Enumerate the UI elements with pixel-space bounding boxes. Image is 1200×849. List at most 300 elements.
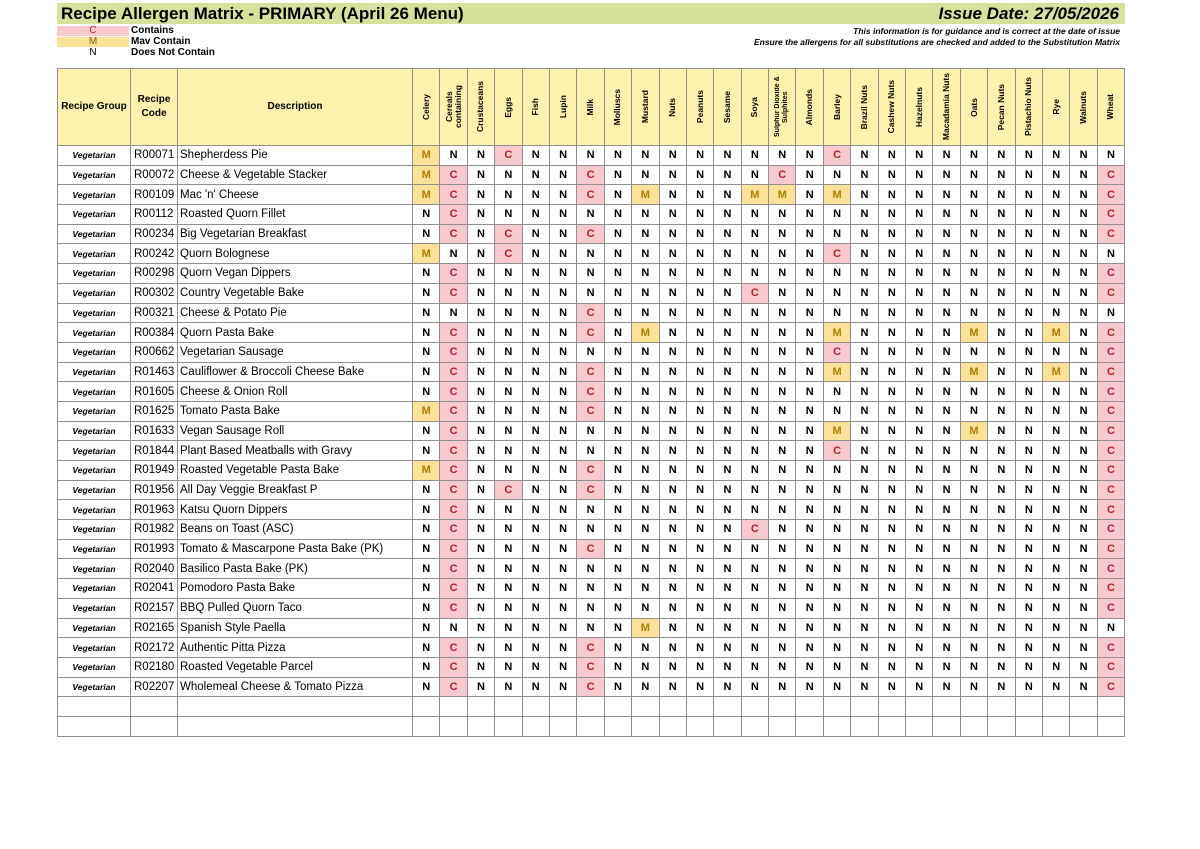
allergen-value-cell: C bbox=[577, 677, 604, 697]
allergen-value-cell: C bbox=[1097, 205, 1124, 225]
allergen-value-cell: N bbox=[796, 520, 823, 540]
allergen-value-cell: N bbox=[1042, 185, 1069, 205]
allergen-value-cell: N bbox=[686, 618, 713, 638]
allergen-value-cell: N bbox=[413, 559, 440, 579]
allergen-value-cell: N bbox=[960, 224, 987, 244]
empty-cell bbox=[823, 716, 850, 736]
allergen-value-cell: N bbox=[632, 146, 659, 166]
allergen-value-cell: N bbox=[1015, 382, 1042, 402]
allergen-value-cell: N bbox=[549, 539, 576, 559]
allergen-value-cell: N bbox=[467, 382, 494, 402]
allergen-value-cell: C bbox=[577, 539, 604, 559]
empty-cell bbox=[1070, 716, 1097, 736]
allergen-value-cell: N bbox=[522, 657, 549, 677]
empty-cell bbox=[467, 716, 494, 736]
allergen-value-cell: C bbox=[1097, 264, 1124, 284]
allergen-value-cell: M bbox=[632, 618, 659, 638]
allergen-value-cell: N bbox=[878, 185, 905, 205]
allergen-value-cell: N bbox=[522, 323, 549, 343]
allergen-value-cell: M bbox=[413, 185, 440, 205]
allergen-value-cell: N bbox=[878, 303, 905, 323]
allergen-value-cell: N bbox=[686, 165, 713, 185]
allergen-value-cell: N bbox=[878, 480, 905, 500]
allergen-value-cell: C bbox=[440, 598, 467, 618]
recipe-group-cell: Vegetarian bbox=[58, 520, 131, 540]
allergen-value-cell: C bbox=[741, 520, 768, 540]
col-header-allergen bbox=[467, 69, 494, 146]
allergen-value-cell: N bbox=[686, 224, 713, 244]
allergen-value-cell: N bbox=[769, 283, 796, 303]
empty-cell bbox=[714, 697, 741, 717]
allergen-value-cell: N bbox=[413, 264, 440, 284]
allergen-value-cell: C bbox=[577, 461, 604, 481]
note-line: This information is for guidance and is correct at the date of issue bbox=[853, 26, 1120, 36]
empty-cell bbox=[796, 697, 823, 717]
allergen-value-cell: N bbox=[741, 441, 768, 461]
empty-cell bbox=[131, 716, 178, 736]
allergen-value-cell: N bbox=[878, 461, 905, 481]
allergen-value-cell: C bbox=[577, 323, 604, 343]
allergen-value-cell: N bbox=[823, 539, 850, 559]
allergen-value-cell: N bbox=[686, 382, 713, 402]
allergen-value-cell: N bbox=[933, 224, 960, 244]
allergen-value-cell: N bbox=[741, 677, 768, 697]
allergen-value-cell: C bbox=[1097, 382, 1124, 402]
allergen-label: Peanuts bbox=[694, 90, 705, 124]
recipe-group-cell: Vegetarian bbox=[58, 283, 131, 303]
allergen-value-cell: N bbox=[686, 441, 713, 461]
allergen-value-cell: C bbox=[440, 500, 467, 520]
empty-cell bbox=[58, 716, 131, 736]
allergen-value-cell: N bbox=[878, 677, 905, 697]
allergen-value-cell: N bbox=[604, 185, 631, 205]
allergen-value-cell: N bbox=[440, 146, 467, 166]
allergen-value-cell: N bbox=[577, 500, 604, 520]
allergen-value-cell: N bbox=[549, 520, 576, 540]
allergen-value-cell: N bbox=[933, 500, 960, 520]
allergen-value-cell: N bbox=[851, 441, 878, 461]
recipe-code-cell: R02165 bbox=[131, 618, 178, 638]
allergen-value-cell: C bbox=[1097, 638, 1124, 658]
recipe-code-cell: R00072 bbox=[131, 165, 178, 185]
allergen-value-cell: N bbox=[467, 165, 494, 185]
allergen-value-cell: N bbox=[632, 205, 659, 225]
allergen-value-cell: N bbox=[714, 520, 741, 540]
allergen-value-cell: C bbox=[1097, 461, 1124, 481]
allergen-value-cell: N bbox=[714, 441, 741, 461]
table-row bbox=[58, 244, 1125, 264]
allergen-value-cell: N bbox=[632, 224, 659, 244]
allergen-value-cell: M bbox=[413, 244, 440, 264]
allergen-value-cell: N bbox=[960, 539, 987, 559]
allergen-value-cell: N bbox=[659, 677, 686, 697]
allergen-value-cell: N bbox=[659, 224, 686, 244]
recipe-description-cell: Spanish Style Paella bbox=[178, 618, 413, 638]
allergen-value-cell: C bbox=[577, 638, 604, 658]
allergen-value-cell: N bbox=[549, 677, 576, 697]
allergen-value-cell: N bbox=[604, 657, 631, 677]
allergen-value-cell: N bbox=[933, 185, 960, 205]
allergen-value-cell: N bbox=[1015, 480, 1042, 500]
allergen-value-cell: N bbox=[769, 264, 796, 284]
allergen-value-cell: N bbox=[878, 244, 905, 264]
allergen-value-cell: N bbox=[741, 205, 768, 225]
allergen-value-cell: N bbox=[1015, 677, 1042, 697]
allergen-value-cell: C bbox=[1097, 579, 1124, 599]
allergen-value-cell: N bbox=[851, 303, 878, 323]
allergen-value-cell: N bbox=[741, 421, 768, 441]
recipe-group-cell: Vegetarian bbox=[58, 441, 131, 461]
allergen-value-cell: N bbox=[714, 559, 741, 579]
allergen-value-cell: N bbox=[796, 618, 823, 638]
recipe-code-cell: R00662 bbox=[131, 342, 178, 362]
recipe-code-cell: R02172 bbox=[131, 638, 178, 658]
allergen-value-cell: N bbox=[960, 303, 987, 323]
allergen-value-cell: N bbox=[878, 539, 905, 559]
allergen-value-cell: N bbox=[741, 598, 768, 618]
allergen-value-cell: N bbox=[960, 579, 987, 599]
allergen-value-cell: N bbox=[933, 677, 960, 697]
allergen-label: Oats bbox=[968, 97, 979, 117]
recipe-group-cell: Vegetarian bbox=[58, 638, 131, 658]
allergen-value-cell: N bbox=[714, 618, 741, 638]
allergen-value-cell: C bbox=[495, 146, 522, 166]
allergen-value-cell: N bbox=[769, 638, 796, 658]
allergen-value-cell: N bbox=[988, 618, 1015, 638]
allergen-value-cell: N bbox=[1097, 618, 1124, 638]
allergen-value-cell: N bbox=[549, 382, 576, 402]
recipe-group-cell: Vegetarian bbox=[58, 205, 131, 225]
allergen-value-cell: N bbox=[906, 461, 933, 481]
allergen-value-cell: N bbox=[796, 165, 823, 185]
recipe-code-cell: R01844 bbox=[131, 441, 178, 461]
allergen-value-cell: N bbox=[960, 677, 987, 697]
allergen-value-cell: N bbox=[878, 559, 905, 579]
allergen-value-cell: N bbox=[632, 441, 659, 461]
allergen-value-cell: N bbox=[495, 618, 522, 638]
recipe-group-cell: Vegetarian bbox=[58, 362, 131, 382]
allergen-value-cell: N bbox=[659, 657, 686, 677]
allergen-value-cell: N bbox=[823, 205, 850, 225]
allergen-value-cell: N bbox=[495, 283, 522, 303]
col-header-code: Recipe Code bbox=[131, 69, 178, 146]
allergen-value-cell: N bbox=[796, 401, 823, 421]
allergen-value-cell: N bbox=[851, 638, 878, 658]
allergen-value-cell: N bbox=[1070, 303, 1097, 323]
empty-cell bbox=[906, 716, 933, 736]
allergen-value-cell: N bbox=[851, 224, 878, 244]
recipe-code-cell: R01993 bbox=[131, 539, 178, 559]
recipe-description-cell: Roasted Vegetable Pasta Bake bbox=[178, 461, 413, 481]
allergen-value-cell: N bbox=[1015, 283, 1042, 303]
legend-label: Contains bbox=[131, 25, 174, 36]
allergen-value-cell: C bbox=[440, 579, 467, 599]
allergen-value-cell: N bbox=[659, 441, 686, 461]
allergen-value-cell: C bbox=[495, 480, 522, 500]
allergen-value-cell: N bbox=[686, 185, 713, 205]
allergen-value-cell: C bbox=[1097, 559, 1124, 579]
allergen-value-cell: N bbox=[1070, 283, 1097, 303]
allergen-value-cell: N bbox=[1042, 579, 1069, 599]
allergen-value-cell: N bbox=[714, 323, 741, 343]
allergen-value-cell: N bbox=[686, 480, 713, 500]
allergen-value-cell: N bbox=[988, 244, 1015, 264]
allergen-value-cell: N bbox=[1042, 500, 1069, 520]
allergen-value-cell: N bbox=[522, 598, 549, 618]
allergen-value-cell: N bbox=[467, 480, 494, 500]
allergen-value-cell: N bbox=[906, 146, 933, 166]
col-header-description: Description bbox=[178, 69, 413, 146]
allergen-value-cell: N bbox=[823, 677, 850, 697]
recipe-group-cell: Vegetarian bbox=[58, 461, 131, 481]
allergen-value-cell: N bbox=[522, 401, 549, 421]
empty-cell bbox=[632, 697, 659, 717]
allergen-value-cell: M bbox=[769, 185, 796, 205]
allergen-value-cell: N bbox=[988, 264, 1015, 284]
allergen-value-cell: N bbox=[741, 264, 768, 284]
allergen-value-cell: N bbox=[495, 579, 522, 599]
recipe-code-cell: R00298 bbox=[131, 264, 178, 284]
allergen-value-cell: N bbox=[769, 441, 796, 461]
allergen-value-cell: N bbox=[769, 382, 796, 402]
allergen-value-cell: N bbox=[549, 165, 576, 185]
allergen-value-cell: N bbox=[769, 146, 796, 166]
allergen-value-cell: N bbox=[769, 559, 796, 579]
allergen-value-cell: N bbox=[851, 421, 878, 441]
allergen-value-cell: N bbox=[1070, 657, 1097, 677]
allergen-value-cell: N bbox=[1015, 244, 1042, 264]
allergen-value-cell: N bbox=[851, 657, 878, 677]
empty-cell bbox=[686, 697, 713, 717]
allergen-value-cell: N bbox=[1042, 165, 1069, 185]
allergen-value-cell: N bbox=[413, 441, 440, 461]
allergen-value-cell: N bbox=[659, 264, 686, 284]
allergen-value-cell: N bbox=[988, 421, 1015, 441]
allergen-value-cell: N bbox=[906, 441, 933, 461]
allergen-value-cell: N bbox=[686, 303, 713, 323]
allergen-value-cell: N bbox=[495, 461, 522, 481]
allergen-value-cell: N bbox=[1070, 165, 1097, 185]
allergen-value-cell: N bbox=[714, 185, 741, 205]
allergen-value-cell: N bbox=[933, 244, 960, 264]
allergen-value-cell: N bbox=[604, 165, 631, 185]
recipe-description-cell: Plant Based Meatballs with Gravy bbox=[178, 441, 413, 461]
allergen-value-cell: N bbox=[604, 323, 631, 343]
allergen-label: Almonds bbox=[804, 88, 815, 126]
allergen-value-cell: N bbox=[495, 205, 522, 225]
allergen-value-cell: N bbox=[659, 401, 686, 421]
empty-cell bbox=[878, 716, 905, 736]
allergen-value-cell: N bbox=[878, 500, 905, 520]
allergen-value-cell: N bbox=[741, 638, 768, 658]
allergen-value-cell: N bbox=[960, 165, 987, 185]
allergen-value-cell: C bbox=[1097, 165, 1124, 185]
allergen-value-cell: N bbox=[522, 283, 549, 303]
recipe-group-cell: Vegetarian bbox=[58, 421, 131, 441]
allergen-value-cell: N bbox=[549, 638, 576, 658]
allergen-value-cell: M bbox=[960, 362, 987, 382]
allergen-value-cell: N bbox=[632, 165, 659, 185]
allergen-value-cell: N bbox=[413, 618, 440, 638]
allergen-value-cell: N bbox=[714, 342, 741, 362]
allergen-value-cell: C bbox=[440, 441, 467, 461]
allergen-value-cell: N bbox=[714, 362, 741, 382]
col-header-allergen bbox=[878, 69, 905, 146]
allergen-value-cell: N bbox=[769, 500, 796, 520]
table-row bbox=[58, 323, 1125, 343]
col-header-allergen bbox=[686, 69, 713, 146]
allergen-value-cell: N bbox=[467, 441, 494, 461]
allergen-value-cell: N bbox=[1042, 461, 1069, 481]
allergen-value-cell: N bbox=[495, 421, 522, 441]
allergen-value-cell: N bbox=[906, 303, 933, 323]
allergen-value-cell: N bbox=[686, 264, 713, 284]
allergen-value-cell: N bbox=[906, 559, 933, 579]
allergen-value-cell: N bbox=[796, 559, 823, 579]
allergen-value-cell: N bbox=[413, 382, 440, 402]
allergen-value-cell: N bbox=[796, 303, 823, 323]
allergen-value-cell: N bbox=[1015, 559, 1042, 579]
allergen-value-cell: N bbox=[769, 224, 796, 244]
allergen-value-cell: N bbox=[659, 283, 686, 303]
allergen-value-cell: N bbox=[878, 598, 905, 618]
allergen-value-cell: M bbox=[823, 323, 850, 343]
allergen-value-cell: N bbox=[440, 303, 467, 323]
allergen-value-cell: N bbox=[1042, 559, 1069, 579]
allergen-value-cell: C bbox=[440, 480, 467, 500]
allergen-value-cell: N bbox=[577, 598, 604, 618]
recipe-group-cell: Vegetarian bbox=[58, 657, 131, 677]
allergen-label: Fish bbox=[530, 98, 541, 116]
allergen-value-cell: N bbox=[1015, 185, 1042, 205]
allergen-value-cell: N bbox=[467, 264, 494, 284]
allergen-value-cell: N bbox=[741, 244, 768, 264]
allergen-value-cell: N bbox=[1070, 461, 1097, 481]
allergen-value-cell: N bbox=[686, 520, 713, 540]
allergen-value-cell: N bbox=[851, 146, 878, 166]
allergen-value-cell: N bbox=[467, 520, 494, 540]
allergen-value-cell: N bbox=[549, 500, 576, 520]
allergen-value-cell: N bbox=[1042, 401, 1069, 421]
allergen-value-cell: N bbox=[686, 461, 713, 481]
recipe-group-cell: Vegetarian bbox=[58, 480, 131, 500]
allergen-label: Walnuts bbox=[1078, 90, 1089, 124]
empty-cell bbox=[577, 716, 604, 736]
allergen-value-cell: N bbox=[769, 342, 796, 362]
allergen-value-cell: N bbox=[960, 559, 987, 579]
allergen-value-cell: N bbox=[659, 323, 686, 343]
allergen-value-cell: N bbox=[851, 264, 878, 284]
allergen-label: Mustard bbox=[639, 90, 650, 124]
recipe-code-cell: R00302 bbox=[131, 283, 178, 303]
allergen-value-cell: N bbox=[577, 264, 604, 284]
allergen-value-cell: N bbox=[988, 303, 1015, 323]
allergen-value-cell: N bbox=[659, 342, 686, 362]
recipe-description-cell: Quorn Vegan Dippers bbox=[178, 264, 413, 284]
allergen-value-cell: N bbox=[577, 283, 604, 303]
allergen-value-cell: N bbox=[988, 638, 1015, 658]
allergen-value-cell: N bbox=[851, 461, 878, 481]
recipe-description-cell: All Day Veggie Breakfast P bbox=[178, 480, 413, 500]
col-header-allergen bbox=[659, 69, 686, 146]
allergen-value-cell: N bbox=[549, 205, 576, 225]
allergen-value-cell: C bbox=[440, 205, 467, 225]
allergen-value-cell: N bbox=[1070, 342, 1097, 362]
allergen-value-cell: N bbox=[522, 539, 549, 559]
allergen-label: Soya bbox=[749, 96, 760, 118]
empty-cell bbox=[577, 697, 604, 717]
allergen-value-cell: N bbox=[988, 677, 1015, 697]
allergen-value-cell: C bbox=[440, 520, 467, 540]
allergen-value-cell: N bbox=[1042, 598, 1069, 618]
recipe-code-cell: R01949 bbox=[131, 461, 178, 481]
allergen-value-cell: N bbox=[851, 185, 878, 205]
allergen-value-cell: N bbox=[933, 598, 960, 618]
recipe-code-cell: R00112 bbox=[131, 205, 178, 225]
allergen-value-cell: N bbox=[1015, 461, 1042, 481]
recipe-description-cell: Vegan Sausage Roll bbox=[178, 421, 413, 441]
empty-cell bbox=[178, 697, 413, 717]
allergen-value-cell: N bbox=[796, 185, 823, 205]
allergen-value-cell: M bbox=[823, 362, 850, 382]
allergen-value-cell: N bbox=[933, 638, 960, 658]
allergen-value-cell: N bbox=[659, 480, 686, 500]
recipe-group-cell: Vegetarian bbox=[58, 323, 131, 343]
table-row bbox=[58, 579, 1125, 599]
allergen-value-cell: N bbox=[906, 401, 933, 421]
empty-cell bbox=[1015, 716, 1042, 736]
allergen-value-cell: N bbox=[988, 165, 1015, 185]
col-header-allergen bbox=[933, 69, 960, 146]
col-header-allergen bbox=[741, 69, 768, 146]
allergen-value-cell: N bbox=[604, 146, 631, 166]
allergen-value-cell: N bbox=[1042, 146, 1069, 166]
allergen-label: Sulphur Dioxide & Sulphites bbox=[774, 76, 790, 138]
table-row bbox=[58, 401, 1125, 421]
allergen-value-cell: N bbox=[823, 638, 850, 658]
allergen-value-cell: C bbox=[440, 224, 467, 244]
allergen-value-cell: N bbox=[796, 323, 823, 343]
allergen-value-cell: N bbox=[796, 539, 823, 559]
allergen-value-cell: N bbox=[604, 559, 631, 579]
recipe-description-cell: Basilico Pasta Bake (PK) bbox=[178, 559, 413, 579]
recipe-group-cell: Vegetarian bbox=[58, 579, 131, 599]
allergen-value-cell: N bbox=[549, 441, 576, 461]
allergen-value-cell: N bbox=[960, 638, 987, 658]
allergen-value-cell: N bbox=[1015, 303, 1042, 323]
allergen-value-cell: N bbox=[851, 342, 878, 362]
recipe-code-cell: R01633 bbox=[131, 421, 178, 441]
empty-cell bbox=[878, 697, 905, 717]
allergen-value-cell: N bbox=[906, 264, 933, 284]
allergen-value-cell: N bbox=[495, 520, 522, 540]
allergen-value-cell: N bbox=[522, 362, 549, 382]
allergen-value-cell: N bbox=[906, 638, 933, 658]
allergen-value-cell: N bbox=[522, 638, 549, 658]
legend-label: Does Not Contain bbox=[131, 47, 215, 58]
allergen-value-cell: N bbox=[604, 421, 631, 441]
col-header-allergen bbox=[1070, 69, 1097, 146]
allergen-value-cell: N bbox=[741, 579, 768, 599]
allergen-value-cell: N bbox=[796, 598, 823, 618]
allergen-value-cell: N bbox=[1015, 205, 1042, 225]
col-header-allergen bbox=[988, 69, 1015, 146]
allergen-value-cell: N bbox=[741, 559, 768, 579]
allergen-value-cell: N bbox=[851, 362, 878, 382]
allergen-value-cell: N bbox=[851, 480, 878, 500]
table-row bbox=[58, 441, 1125, 461]
recipe-description-cell: Wholemeal Cheese & Tomato Pizza bbox=[178, 677, 413, 697]
